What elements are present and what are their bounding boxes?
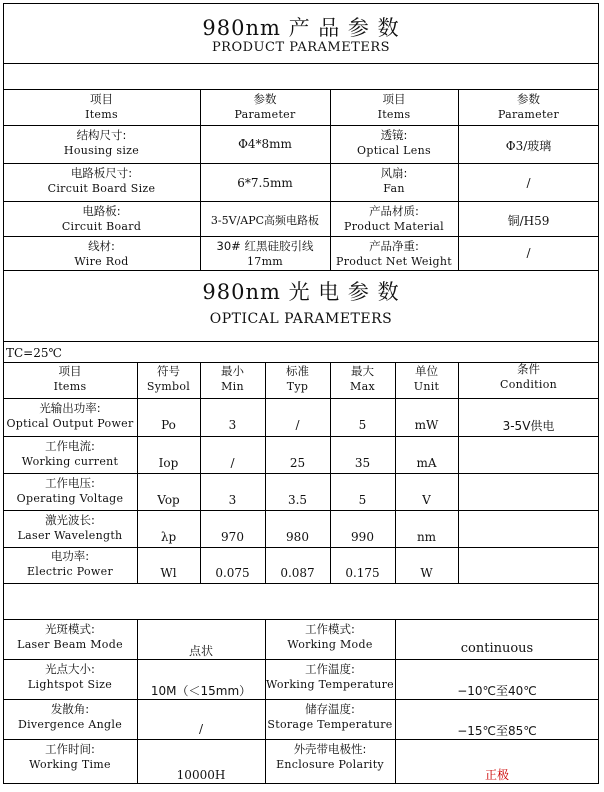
row-label-en: Optical Output Power <box>6 417 134 430</box>
row-label-cn: 电路板尺寸: <box>70 166 133 180</box>
row-label-en: Fan <box>383 182 405 195</box>
typ-cell: 3.5 <box>287 493 308 507</box>
row-label-cn: 风扇: <box>380 166 408 180</box>
row-label-en: Electric Power <box>26 565 114 578</box>
header-param-cn: 参数 <box>517 92 540 106</box>
header-cn: 最小 <box>221 364 244 378</box>
row-value: Φ4*8mm <box>238 137 292 151</box>
row-label-en: Operating Voltage <box>16 492 124 505</box>
condition-cell: 3-5V供电 <box>502 419 555 433</box>
row-label-cn: 光点大小: <box>45 662 95 676</box>
row-value: 30# 红黑硅胶引线 <box>216 239 314 253</box>
header-items-en: Items <box>377 108 411 121</box>
row-label-cn: 光斑模式: <box>45 622 95 636</box>
header-param-cn: 参数 <box>253 92 277 106</box>
polarity-value: 正极 <box>484 768 509 782</box>
row-label-en: Product Net Weight <box>336 255 452 268</box>
divider <box>3 270 599 271</box>
page-title: 980nm 产 品 参 数 <box>202 16 400 40</box>
row-label-cn: 线材: <box>88 239 115 253</box>
row-label-en: Working Mode <box>287 638 373 651</box>
header-en: Unit <box>413 380 440 393</box>
header-en: Typ <box>286 380 309 393</box>
min-cell: 970 <box>221 530 244 544</box>
divider <box>3 398 599 399</box>
symbol-cell: Iop <box>158 456 179 470</box>
row-value-sub: 17mm <box>246 255 284 268</box>
page-subtitle: PRODUCT PARAMETERS <box>211 40 391 55</box>
row-value: 点状 <box>188 644 213 658</box>
row-value: Φ3/玻璃 <box>505 139 552 153</box>
divider <box>3 547 599 548</box>
row-label-en: Housing size <box>63 144 140 157</box>
header-items-cn: 项目 <box>90 92 113 106</box>
header-cn: 标准 <box>286 364 309 378</box>
typ-cell: 25 <box>289 456 306 470</box>
typ-cell: / <box>295 418 300 432</box>
divider <box>3 619 599 620</box>
row-label-cn: 结构尺寸: <box>76 128 127 142</box>
row-value: / <box>526 176 531 190</box>
min-cell: 3 <box>228 418 237 432</box>
row-value: 10M（＜15mm） <box>150 684 252 698</box>
unit-cell: V <box>422 493 431 507</box>
row-label-en: Wire Rod <box>74 255 129 268</box>
header-en: Condition <box>499 378 558 391</box>
row-label-en: Laser Beam Mode <box>17 638 123 651</box>
row-value: / <box>198 722 204 736</box>
row-label-cn: 外壳带电极性: <box>293 742 367 756</box>
symbol-cell: λp <box>160 530 177 544</box>
min-cell: 3 <box>228 493 237 507</box>
row-value: 铜/H59 <box>507 214 550 228</box>
row-label-en: Lightspot Size <box>27 678 113 691</box>
divider <box>3 659 599 660</box>
row-label-en: Circuit Board Size <box>47 182 156 195</box>
row-label-en: Working Time <box>29 758 111 771</box>
header-cn: 最大 <box>351 364 374 378</box>
row-label-cn: 工作时间: <box>45 742 95 756</box>
divider <box>3 739 599 740</box>
header-cn: 条件 <box>517 362 540 376</box>
row-value: −10℃至40℃ <box>457 684 537 698</box>
tc-note: TC=25℃ <box>6 346 62 360</box>
row-label-en: Working Temperature <box>265 678 394 691</box>
header-param-en: Parameter <box>234 108 296 121</box>
row-label-cn: 电路板: <box>82 204 121 218</box>
unit-cell: mA <box>416 456 437 470</box>
row-label-cn: 产品净重: <box>369 239 419 253</box>
divider <box>3 699 599 700</box>
min-cell: / <box>230 456 235 470</box>
unit-cell: nm <box>416 530 437 544</box>
header-param-en: Parameter <box>497 108 560 121</box>
row-label-cn: 工作电流: <box>45 439 95 453</box>
row-value: continuous <box>460 641 534 656</box>
symbol-cell: Po <box>161 418 176 432</box>
section-title: 980nm 光 电 参 数 <box>202 280 400 304</box>
row-value: / <box>526 246 531 260</box>
row-label-en: Optical Lens <box>357 144 431 157</box>
row-label-cn: 光输出功率: <box>39 401 101 415</box>
divider <box>3 473 599 474</box>
typ-cell: 980 <box>286 530 309 544</box>
max-cell: 5 <box>358 418 367 432</box>
row-value: 3-5V/APC高频电路板 <box>210 214 320 227</box>
divider <box>3 236 599 237</box>
row-label-en: Laser Wavelength <box>17 529 123 542</box>
header-cn: 项目 <box>58 364 82 378</box>
typ-cell: 0.087 <box>280 566 315 580</box>
row-label-en: Product Material <box>344 220 444 233</box>
divider <box>3 63 599 64</box>
min-cell: 0.075 <box>215 566 250 580</box>
header-en: Items <box>53 380 87 393</box>
row-label-cn: 产品材质: <box>369 204 419 218</box>
row-label-en: Working current <box>21 455 119 468</box>
divider <box>3 583 599 584</box>
row-label-cn: 工作温度: <box>305 662 355 676</box>
divider <box>3 163 599 164</box>
divider <box>3 510 599 511</box>
header-items-cn: 项目 <box>382 92 406 106</box>
symbol-cell: Wl <box>160 566 177 580</box>
row-label-en: Enclosure Polarity <box>276 758 384 771</box>
header-items-en: Items <box>85 108 118 121</box>
row-label-en: Circuit Board <box>61 220 142 233</box>
section-subtitle: OPTICAL PARAMETERS <box>209 311 393 327</box>
unit-cell: W <box>420 566 433 580</box>
row-value: 10000H <box>176 768 226 782</box>
row-label-cn: 工作模式: <box>305 622 355 636</box>
header-en: Min <box>221 380 244 393</box>
row-label-cn: 储存温度: <box>305 702 355 716</box>
max-cell: 5 <box>358 493 367 507</box>
header-en: Max <box>350 380 375 393</box>
max-cell: 35 <box>354 456 371 470</box>
divider <box>3 436 599 437</box>
row-value: −15℃至85℃ <box>457 724 537 738</box>
row-label-cn: 激光波长: <box>45 513 95 527</box>
symbol-cell: Vop <box>157 493 180 507</box>
row-label-cn: 电功率: <box>50 549 90 563</box>
header-cn: 符号 <box>157 364 180 378</box>
row-label-cn: 工作电压: <box>45 476 95 490</box>
row-label-en: Divergence Angle <box>17 718 123 731</box>
unit-cell: mW <box>414 418 439 432</box>
divider <box>3 201 599 202</box>
row-label-cn: 透镜: <box>380 128 408 142</box>
header-cn: 单位 <box>415 364 438 378</box>
max-cell: 990 <box>351 530 374 544</box>
row-value: 6*7.5mm <box>237 176 293 190</box>
header-en: Symbol <box>146 380 191 393</box>
row-label-en: Storage Temperature <box>267 718 393 731</box>
divider <box>3 89 599 90</box>
divider <box>3 341 599 342</box>
divider <box>3 125 599 126</box>
row-label-cn: 发散角: <box>50 702 90 716</box>
max-cell: 0.175 <box>345 566 380 580</box>
